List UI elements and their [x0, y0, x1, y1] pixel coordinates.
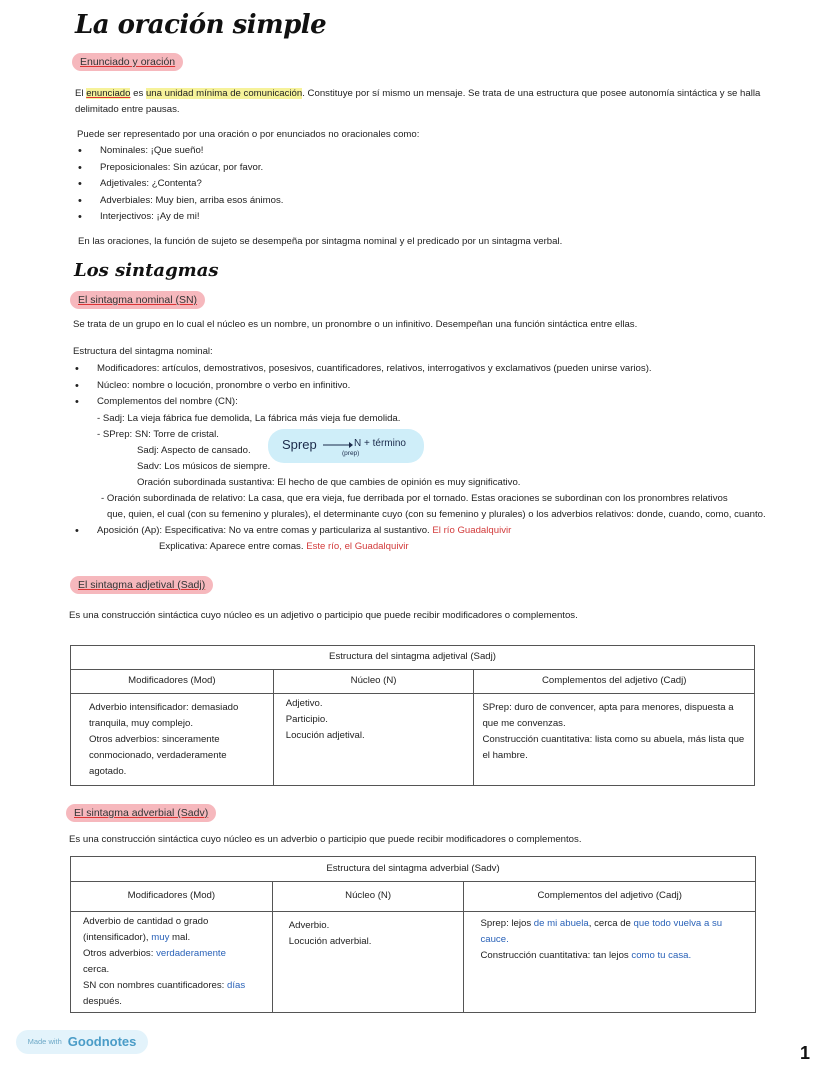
note-sprep: Sprep — [282, 437, 317, 452]
sn-structure-label: Estructura del sintagma nominal: — [73, 346, 213, 357]
intro-text: Puede ser representado por una oración o por enunciados no oracionales como: — [77, 129, 420, 140]
cell-line: que me convenzas. — [482, 718, 566, 729]
cell-line — [83, 978, 266, 994]
cn-line: - SPrep: SN: Torre de cristal. — [97, 428, 219, 440]
cell-line: Participio. — [285, 714, 328, 725]
text: Otros adverbios: — [83, 948, 157, 959]
text: , cerca de — [588, 918, 634, 929]
table-cell — [71, 694, 274, 786]
cell-line: Locución adjetival. — [285, 730, 365, 741]
table-cell — [273, 694, 474, 786]
example-blue: verdaderamente — [156, 948, 226, 959]
list-item: • Interjectivos: ¡Ay de mi! — [76, 209, 283, 226]
column-header: Complementos del adjetivo (Cadj) — [474, 670, 755, 694]
section-pill-sadj — [70, 576, 213, 594]
section-pill-enunciado — [72, 53, 183, 71]
text: Construcción cuantitativa: tan lejos — [480, 950, 632, 961]
cell-line — [83, 946, 266, 962]
table-caption: Estructura del sintagma adverbial (Sadv) — [71, 857, 756, 882]
section-pill-sadv — [66, 804, 216, 822]
sn-description: Se trata de un grupo en lo cual el núcleo es un nombre, un pronombre o un infinitivo. Desempeñan una función sintáctica entre ellas. — [73, 319, 638, 330]
sadj-structure-table — [70, 645, 755, 786]
text: es — [130, 88, 146, 99]
column-header: Modificadores (Mod) — [71, 882, 273, 912]
cell-line: el hambre. — [482, 750, 528, 761]
cell-line: Otros adverbios: sinceramente — [89, 734, 220, 745]
cn-line — [73, 539, 793, 555]
note-prep: (prep) — [342, 450, 360, 457]
example-blue: días — [226, 980, 246, 991]
sn-structure-list — [73, 361, 793, 555]
cell-line: Construcción cuantitativa: lista como su abuela, más lista que — [482, 734, 745, 745]
note-n-termino: N + término — [354, 438, 406, 449]
sadv-structure-table — [70, 856, 756, 1013]
cell-line: Adverbio. — [288, 920, 330, 931]
cell-line: Adjetivo. — [285, 698, 323, 709]
cell-line: cerca. — [83, 964, 110, 975]
cn-line: - Oración subordinada de relativo: La casa, que era vieja, fue derribada por el tornado. Estas oraciones se subordinan con los pronombres relativos — [101, 492, 728, 504]
cell-line: conmocionado, verdaderamente — [89, 750, 227, 761]
list-item: • Complementos del nombre (CN): — [73, 394, 793, 411]
cell-line: Adverbio intensificador: demasiado — [89, 702, 239, 713]
text: El — [75, 88, 87, 99]
column-header: Modificadores (Mod) — [71, 670, 274, 694]
pill-label: El sintagma adverbial (Sadv) — [66, 804, 216, 822]
list-item: • Nominales: ¡Que sueño! — [76, 143, 283, 160]
closing-text: En las oraciones, la función de sujeto se desempeña por sintagma nominal y el predicado por un sintagma verbal. — [78, 236, 563, 247]
table-cell — [474, 694, 755, 786]
list-item: • Núcleo: nombre o locución, pronombre o verbo en infinitivo. — [73, 378, 793, 395]
page-title: La oración simple — [75, 10, 327, 40]
enunciado-types-list — [76, 143, 283, 226]
goodnotes-logo: Goodnotes — [67, 1033, 137, 1049]
section-pill-sn — [70, 291, 205, 309]
cell-line — [83, 930, 266, 946]
example-red: Este río, el Guadalquivir — [306, 541, 409, 552]
cell-line: cauce. — [480, 934, 509, 945]
cn-line: que, quien, el cual (con su femenino y plurales), el determinante cuyo (con su femenino y plurales) o los adverbios relativos: donde, cuando, como, cuanto. — [107, 508, 766, 520]
text: mal. — [169, 932, 191, 943]
column-header: Complementos del adjetivo (Cadj) — [464, 882, 756, 912]
list-item: • Adverbiales: Muy bien, arriba esos ánimos. — [76, 193, 283, 210]
pill-label: El sintagma nominal (SN) — [70, 291, 205, 309]
cell-line: SPrep: duro de convencer, apta para menores, dispuesta a — [482, 702, 734, 713]
example-red: El río Guadalquivir — [432, 524, 512, 536]
cell-line: agotado. — [89, 766, 127, 777]
text: SN con nombres cuantificadores: — [83, 980, 227, 991]
cell-line: Adverbio de cantidad o grado — [83, 916, 209, 927]
table-cell — [272, 912, 464, 1013]
example-blue: como tu casa. — [631, 950, 692, 961]
cn-line: Sadj: Aspecto de cansado. — [137, 444, 251, 456]
example-blue: que todo vuelva a su — [633, 918, 723, 929]
text: delimitado entre pausas. — [75, 104, 180, 115]
cn-line: Oración subordinada sustantiva: El hecho de que cambies de opinión es muy significativo. — [137, 476, 521, 488]
cn-line: Sadv: Los músicos de siempre. — [137, 460, 271, 472]
definition-highlight: una unidad mínima de comunicación — [145, 88, 303, 99]
column-header: Núcleo (N) — [273, 670, 474, 694]
cn-line: - Sadj: La vieja fábrica fue demolida, La fábrica más vieja fue demolida. — [97, 412, 401, 424]
text: . Constituye por sí mismo un mensaje. Se trata de una estructura que posee autonomía sintáctica y se halla — [302, 88, 761, 99]
list-item — [73, 523, 793, 540]
text: Sprep: lejos — [480, 918, 534, 929]
table-cell — [464, 912, 756, 1013]
text: (intensificador), — [83, 932, 152, 943]
page-number: 1 — [800, 1043, 811, 1063]
text: Aposición (Ap): Especificativa: No va entre comas y particulariza al sustantivo. — [97, 524, 433, 536]
cell-line: tranquila, muy complejo. — [89, 718, 193, 729]
cell-line: después. — [83, 996, 122, 1007]
example-blue: muy — [151, 932, 170, 943]
enunciado-paragraph — [75, 86, 775, 118]
sadv-description: Es una construcción sintáctica cuyo núcleo es un adverbio o participio que puede recibir modificadores o complementos. — [69, 834, 582, 845]
text: Explicativa: Aparece entre comas. — [159, 541, 307, 552]
list-item: • Adjetivales: ¿Contenta? — [76, 176, 283, 193]
cell-line — [480, 916, 749, 932]
made-with-label: Made with — [27, 1037, 62, 1047]
table-caption: Estructura del sintagma adjetival (Sadj) — [71, 646, 755, 670]
pill-label: Enunciado y oración — [72, 53, 183, 71]
section-title-sintagmas: Los sintagmas — [74, 260, 219, 281]
list-item: • Modificadores: artículos, demostrativos, posesivos, cuantificadores, relativos, interrogativos y exclamativos (pueden unirse varios). — [73, 361, 793, 378]
table-cell — [71, 912, 273, 1013]
column-header: Núcleo (N) — [272, 882, 464, 912]
goodnotes-badge — [16, 1030, 148, 1054]
term-highlight: enunciado — [86, 88, 131, 99]
sadj-description: Es una construcción sintáctica cuyo núcleo es un adjetivo o participio que puede recibir modificadores o complementos. — [69, 610, 578, 621]
sprep-note-bubble — [268, 429, 424, 463]
pill-label: El sintagma adjetival (Sadj) — [70, 576, 213, 594]
list-item: • Preposicionales: Sin azúcar, por favor. — [76, 160, 283, 177]
cell-line: Locución adverbial. — [288, 936, 372, 947]
example-blue: de mi abuela — [533, 918, 589, 929]
cell-line — [480, 948, 749, 964]
